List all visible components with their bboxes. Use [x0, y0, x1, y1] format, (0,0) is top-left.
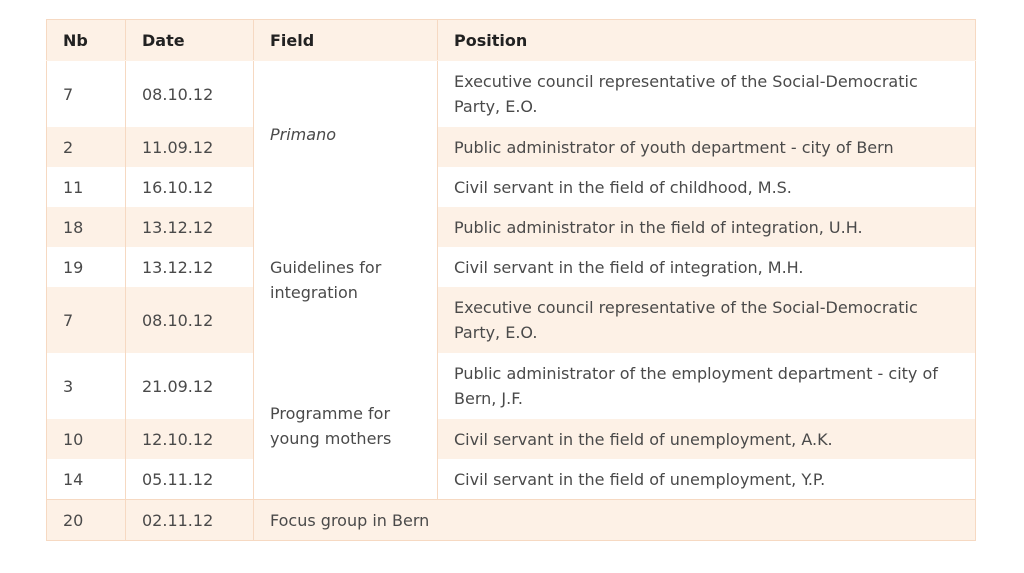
- row-date: 08.10.12: [126, 287, 254, 353]
- table-row: [47, 167, 976, 207]
- row-nb: 2: [47, 127, 126, 167]
- header-position: Position: [438, 20, 976, 61]
- row-position: Executive council representative of the Social-Democratic Party, E.O.: [438, 287, 976, 353]
- row-nb: 14: [47, 459, 126, 500]
- row-field-group: Primano: [254, 61, 438, 208]
- table-row: [47, 207, 976, 247]
- table-header-row: [47, 20, 976, 61]
- row-nb: 19: [47, 247, 126, 287]
- row-field-group: Programme for young mothers: [254, 353, 438, 500]
- row-date: 02.11.12: [126, 500, 254, 541]
- header-date: Date: [126, 20, 254, 61]
- row-nb: 20: [47, 500, 126, 541]
- row-nb: 11: [47, 167, 126, 207]
- interview-table: [46, 19, 976, 541]
- table-row: [47, 419, 976, 459]
- row-date: 12.10.12: [126, 419, 254, 459]
- row-position: Civil servant in the field of unemployment, Y.P.: [438, 459, 976, 500]
- row-date: 13.12.12: [126, 247, 254, 287]
- row-position: Public administrator of youth department - city of Bern: [438, 127, 976, 167]
- row-position: Civil servant in the field of childhood, M.S.: [438, 167, 976, 207]
- header-nb: Nb: [47, 20, 126, 61]
- interview-table-container: [46, 19, 975, 541]
- row-position: Public administrator in the field of integration, U.H.: [438, 207, 976, 247]
- row-nb: 10: [47, 419, 126, 459]
- table-row: [47, 247, 976, 287]
- row-position: Civil servant in the field of unemployment, A.K.: [438, 419, 976, 459]
- row-date: 08.10.12: [126, 61, 254, 128]
- table-row: [47, 127, 976, 167]
- row-date: 11.09.12: [126, 127, 254, 167]
- row-date: 05.11.12: [126, 459, 254, 500]
- row-position: Civil servant in the field of integration, M.H.: [438, 247, 976, 287]
- table-row: [47, 459, 976, 500]
- row-nb: 3: [47, 353, 126, 419]
- table-row-final: [47, 500, 976, 541]
- row-field-group: Guidelines for integration: [254, 207, 438, 353]
- row-nb: 7: [47, 61, 126, 128]
- row-position: Public administrator of the employment department - city of Bern, J.F.: [438, 353, 976, 419]
- row-date: 21.09.12: [126, 353, 254, 419]
- row-date: 13.12.12: [126, 207, 254, 247]
- row-field-span: Focus group in Bern: [254, 500, 976, 541]
- row-nb: 7: [47, 287, 126, 353]
- header-field: Field: [254, 20, 438, 61]
- table-row: [47, 353, 976, 419]
- row-date: 16.10.12: [126, 167, 254, 207]
- row-nb: 18: [47, 207, 126, 247]
- table-row: [47, 61, 976, 128]
- table-row: [47, 287, 976, 353]
- row-position: Executive council representative of the Social-Democratic Party, E.O.: [438, 61, 976, 128]
